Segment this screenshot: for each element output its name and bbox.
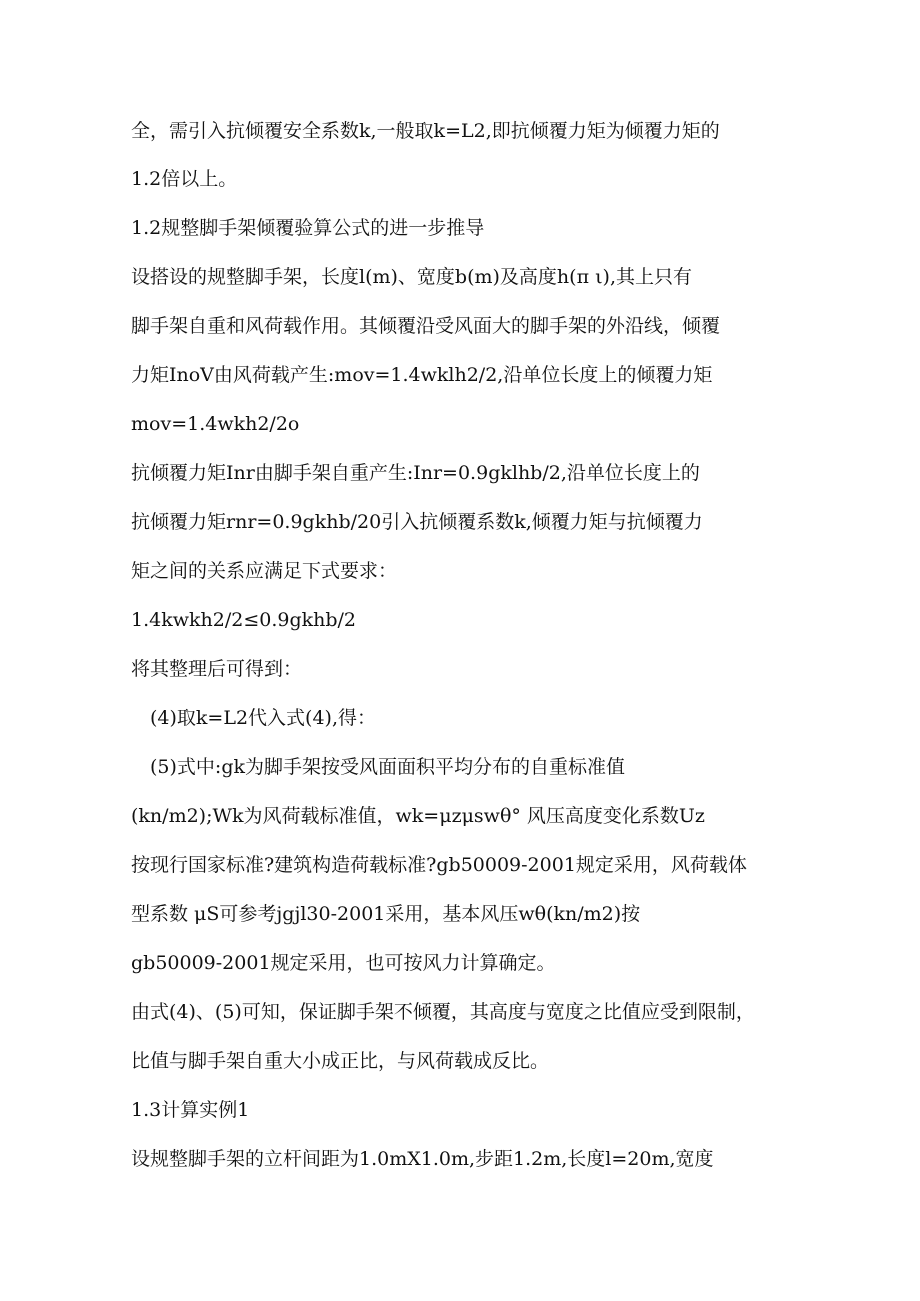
text-line: 抗倾覆力矩Inr由脚手架自重产生:Inr=0.9gklhb/2,沿单位长度上的 [131, 462, 700, 484]
text-line: 全，需引入抗倾覆安全系数k,一般取k=L2,即抗倾覆力矩为倾覆力矩的 [131, 120, 720, 142]
text-line: (4)取k=L2代入式(4),得： [150, 707, 377, 729]
text-line: 按现行国家标准?建筑构造荷载标准?gb50009-2001规定采用，风荷载体 [131, 854, 747, 876]
text-line: 抗倾覆力矩rnr=0.9gkhb/20引入抗倾覆系数k,倾覆力矩与抗倾覆力 [131, 511, 703, 533]
text-line: 1.2倍以上。 [131, 168, 238, 190]
text-line: 比值与脚手架自重大小成正比，与风荷载成反比。 [131, 1050, 550, 1072]
text-line: (5)式中:gk为脚手架按受风面面积平均分布的自重标准值 [150, 756, 625, 778]
text-line: gb50009-2001规定采用，也可按风力计算确定。 [131, 952, 556, 974]
text-line: mov=1.4wkh2/2o [131, 413, 300, 435]
text-line: 型系数 μS可参考jgjl30-2001采用，基本风压wθ(kn/m2)按 [131, 903, 641, 925]
formula-line: 1.4kwkh2/2≤0.9gkhb/2 [131, 609, 357, 631]
text-line: 由式(4)、(5)可知，保证脚手架不倾覆，其高度与宽度之比值应受到限制， [131, 1001, 755, 1023]
section-heading: 1.3计算实例1 [131, 1099, 250, 1121]
text-line: (kn/m2);Wk为风荷载标准值，wk=μzμswθ° 风压高度变化系数Uz [131, 805, 705, 827]
section-heading: 1.2规整脚手架倾覆验算公式的进一步推导 [131, 217, 485, 239]
text-line: 设搭设的规整脚手架，长度l(m)、宽度b(m)及高度h(π ι),其上只有 [131, 266, 693, 288]
text-line: 设规整脚手架的立杆间距为1.0mX1.0m,步距1.2m,长度l=20m,宽度 [131, 1148, 714, 1170]
text-line: 力矩InoV由风荷载产生:mov=1.4wklh2/2,沿单位长度上的倾覆力矩 [131, 364, 713, 386]
text-line: 脚手架自重和风荷载作用。其倾覆沿受风面大的脚手架的外沿线，倾覆 [131, 315, 721, 337]
text-line: 矩之间的关系应满足下式要求： [131, 560, 398, 582]
text-line: 将其整理后可得到： [131, 658, 303, 680]
